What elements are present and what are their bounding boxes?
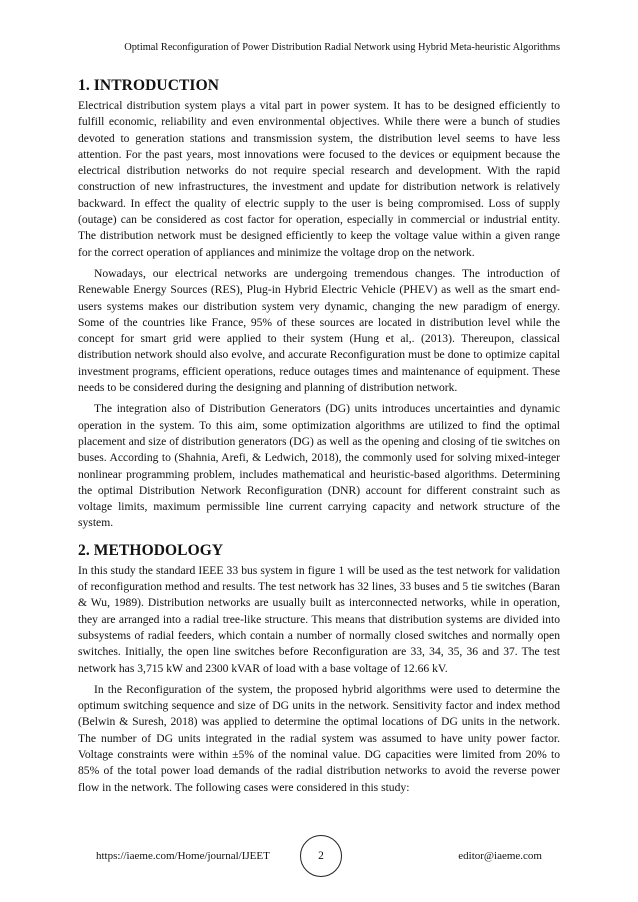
editor-email-link[interactable]: editor@iaeme.com xyxy=(458,850,542,862)
section-heading-methodology: 2. METHODOLOGY xyxy=(78,541,224,559)
page-footer xyxy=(78,835,560,877)
page-body xyxy=(78,76,560,801)
section-heading-introduction: 1. INTRODUCTION xyxy=(78,77,220,94)
running-header: Optimal Reconfiguration of Power Distribution Radial Network using Hybrid Meta-heuristic Algorithms xyxy=(124,42,560,53)
journal-url-link[interactable]: https://iaeme.com/Home/journal/IJEET xyxy=(96,850,270,862)
page-number-badge: 2 xyxy=(300,835,342,877)
paragraph: Nowadays, our electrical networks are undergoing tremendous changes. The introduction of Renewable Energy Sources (RES), Plug-in Hybrid Electric Vehicle (PHEV) as well as the smart end-users systems makes our distribution system very dynamic, changing the new paradigm of energy. Some of the countries like France, 95% of these sources are located in distribution level while the concept for smart grid were applied to their system (Hung et al,. (2013). Thereupon, classical distribution network should also evolve, and accurate Reconfiguration must be done to optimize capital investment programs, efficient operations, reduce outages times and maintenance of equipment. These needs to be considered during the designing and planning of distribution network. xyxy=(78,266,560,395)
paragraph: In this study the standard IEEE 33 bus system in figure 1 will be used as the test network for validation of reconfiguration method and results. The test network has 32 lines, 33 buses and 5 tie switches (Baran & Wu, 1989). Distribution networks are usually built as interconnected networks, while in operation, they are arranged into a radial tree-like structure. This means that distribution systems are divided into subsystems of radial feeders, which contain a number of normally closed switches and normally open switches. Initially, the open line switches before Reconfiguration are 33, 34, 35, 36 and 37. The test network has 3,715 kW and 2300 kVAR of load with a base voltage of 12.66 kV. xyxy=(78,563,560,675)
paragraph: Electrical distribution system plays a vital part in power system. It has to be designed efficiently to fulfill economic, reliability and even environmental objectives. While there were a bunch of studies devoted to generation stations and transmission system, the distribution level seems to have less attention. For the past years, most innovations were focused to the devices or equipment because the electrical distribution networks do not require special research and development. With the rapid construction of new infrastructures, the investment and update for distribution network is relatively backward. In effect the quality of electric supply to the user is being compromised. Loss of supply (outage) can be considered as cost factor for operation, especially in commercial or industrial entity. The distribution network must be designed efficiently to keep the voltage value within a given range for the correct operation of appliances and minimize the voltage drop on the network. xyxy=(78,99,560,259)
paragraph: The integration also of Distribution Generators (DG) units introduces uncertainties and dynamic operation in the system. To this aim, some optimization algorithms are utilized to find the optimal placement and size of distribution generators (DG) as well as the opening and closing of tie switches on buses. According to (Shahnia, Arefi, & Ledwich, 2018), the commonly used for solving mixed-integer nonlinear programming problem, includes mathematical and heuristic-based algorithms. Determining the optimal Distribution Network Reconfiguration (DNR) account for different constraint such as voltage limits, maximum permissible line current carrying capacity and network structure of the system. xyxy=(78,402,560,530)
paragraph: In the Reconfiguration of the system, the proposed hybrid algorithms were used to determine the optimum switching sequence and size of DG units in the network. Sensitivity factor and index method (Belwin & Suresh, 2018) was applied to determine the optimal locations of DG units in the network. The number of DG units integrated in the radial system was assumed to have unity power factor. Voltage constraints were within ±5% of the nominal value. DG capacities were limited from 20% to 85% of the total power load demands of the radial distribution networks to avoid the reverse power flow in the network. The following cases were considered in this study: xyxy=(78,682,560,794)
